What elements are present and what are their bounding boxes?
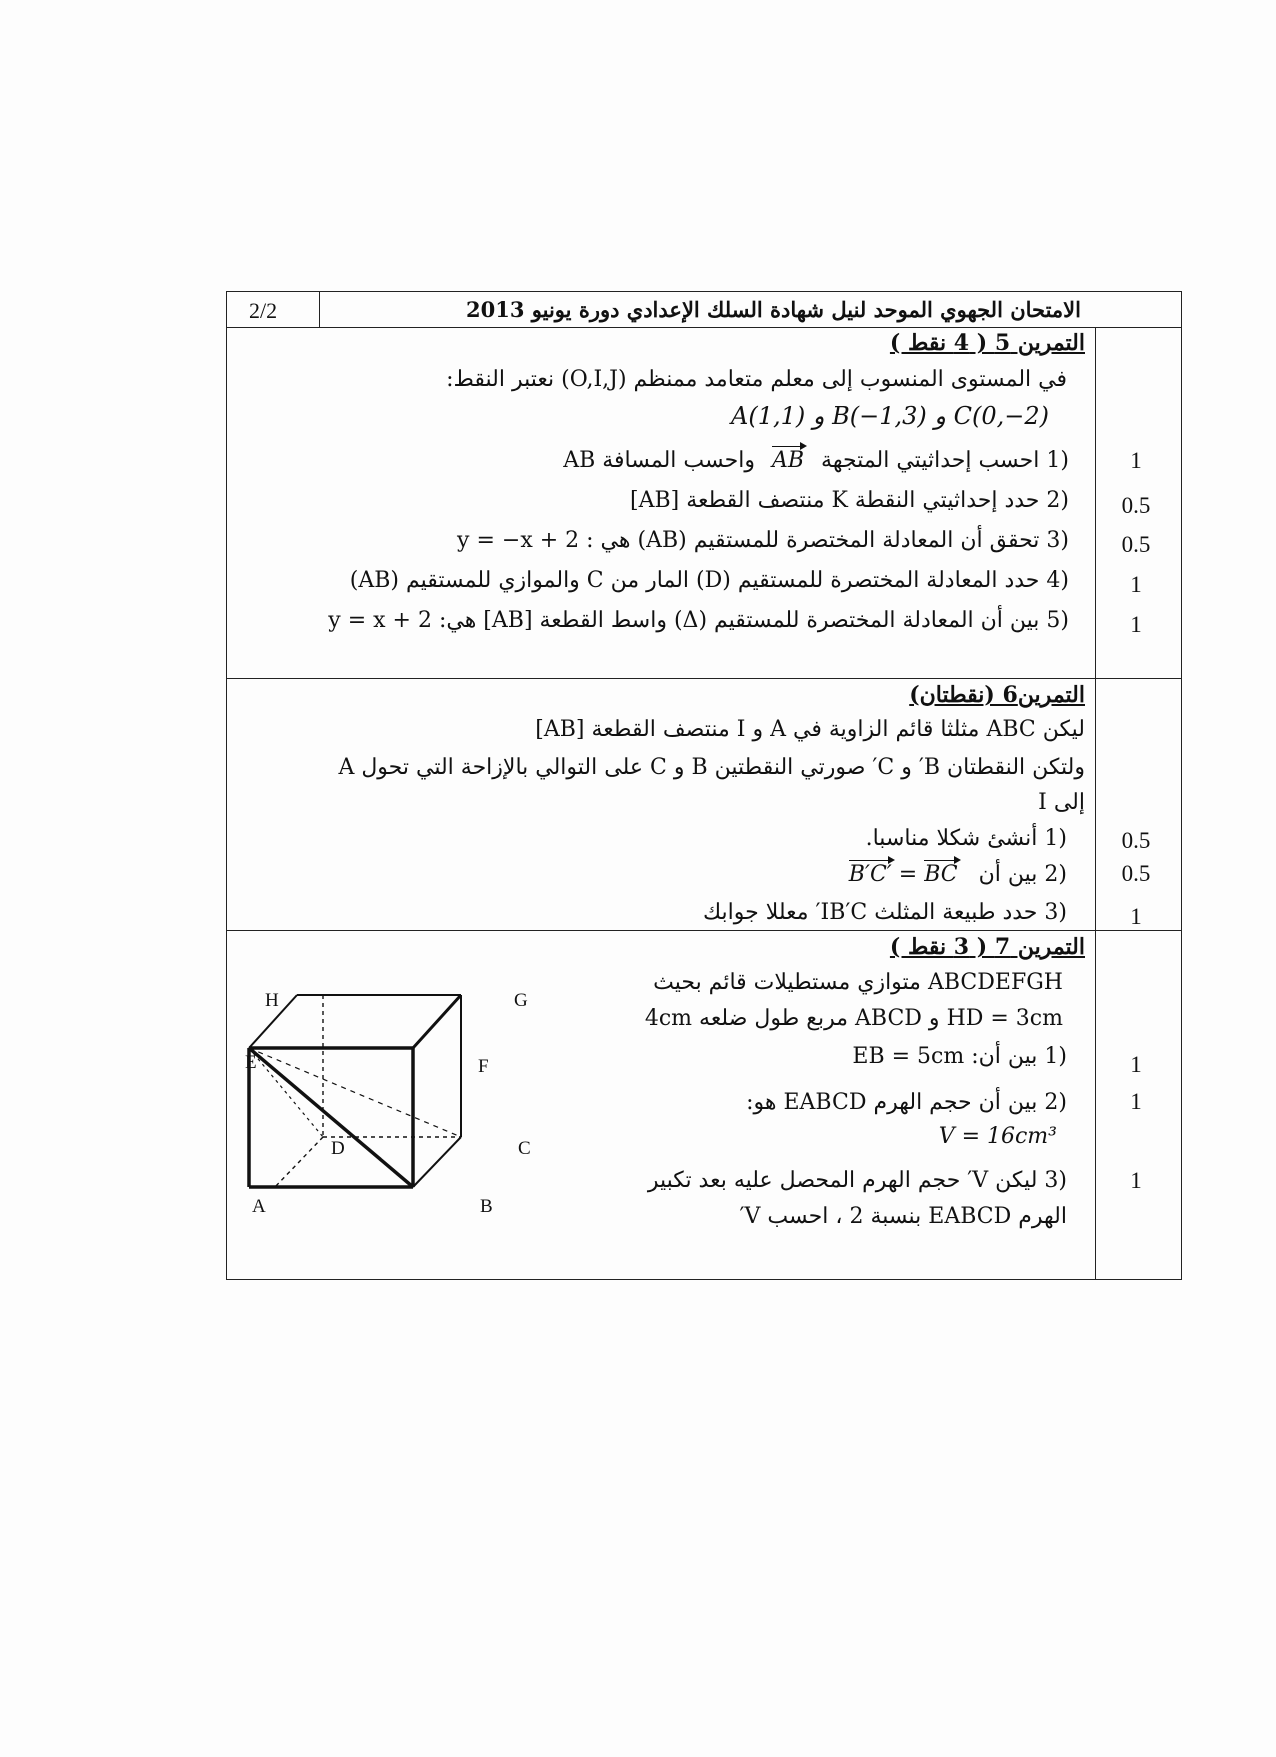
exam-sheet (226, 291, 1182, 1280)
ex7-volume: V = 16cm³ (938, 1124, 1057, 1149)
item-number: (3 (1044, 900, 1067, 925)
item-number: (1 (1044, 1044, 1067, 1069)
page-number: 2/2 (249, 298, 278, 323)
edge-da (275, 1137, 323, 1187)
ex5-score-1: 1 (1130, 448, 1142, 473)
item-text: ليكن V′ حجم الهرم المحصل عليه بعد تكبير (647, 1168, 1038, 1193)
label-d: D (331, 1138, 345, 1159)
ex5-item-1 (563, 450, 1069, 472)
edge-gf (413, 995, 461, 1048)
ex6-line-1: ليكن ABC مثلثا قائم الزاوية في A و I منتصف القطعة [AB] (535, 717, 1085, 742)
ex6-line-2: ولتكن النقطتان B′ و C′ صورتي النقطتين B و C على التوالي بالإزاحة التي تحول A (338, 755, 1085, 780)
exam-title: الامتحان الجهوي الموحد لنيل شهادة السلك الإعدادي دورة يونيو 2013 (466, 297, 1081, 322)
score-column-divider (1095, 327, 1096, 1279)
item-number: (1 (1046, 448, 1069, 473)
item-number: (1 (1044, 826, 1067, 851)
label-c: C (518, 1138, 531, 1159)
item-text: احسب إحداثيتي المتجهة (821, 448, 1040, 473)
label-e: E (245, 1052, 257, 1073)
ex6-title: التمرين6 (نقطتان) (909, 682, 1085, 708)
edge-ec (249, 1048, 461, 1137)
ex7-score-2: 1 (1130, 1089, 1142, 1114)
item-text: بين أن المعادلة المختصرة للمستقيم (Δ) واسط القطعة [AB] هي: y = x + 2 (328, 608, 1040, 633)
label-f: F (478, 1056, 489, 1077)
item-text: أنشئ شكلا مناسبا. (865, 826, 1038, 851)
ex7-item-2 (746, 1092, 1067, 1114)
ex7-title: التمرين 7 ( 3 نقط ) (889, 934, 1085, 960)
edge-ed (249, 1048, 323, 1137)
ex6-line-3: إلى I (1038, 790, 1085, 815)
item-number: (4 (1046, 568, 1069, 593)
ex7-score-1: 1 (1130, 1052, 1142, 1077)
item-text: بين أن (978, 862, 1038, 887)
header-page-divider (319, 292, 320, 327)
label-h: H (265, 990, 279, 1011)
item-number: (5 (1046, 608, 1069, 633)
edge-eb (249, 1048, 413, 1187)
vector-ab: AB (771, 448, 805, 473)
label-g: G (514, 990, 528, 1011)
item-number: (2 (1044, 1090, 1067, 1115)
label-b: B (480, 1196, 493, 1217)
item-text: بين أن حجم الهرم EABCD هو: (746, 1090, 1038, 1115)
header-divider (227, 327, 1181, 328)
ex5-score-5: 1 (1130, 612, 1142, 637)
ex7-line-1: ABCDEFGH متوازي مستطيلات قائم بحيث (653, 970, 1063, 995)
ex7-score-3: 1 (1130, 1168, 1142, 1193)
item-text: حدد إحداثيتي النقطة K منتصف القطعة [AB] (629, 488, 1040, 513)
ex6-item-2 (849, 864, 1067, 886)
vector-equation (849, 862, 958, 887)
item-number: (3 (1044, 1168, 1067, 1193)
item-number: (2 (1044, 862, 1067, 887)
item-text: بين أن: EB = 5cm (852, 1044, 1038, 1069)
ex5-title: التمرين 5 ( 4 نقط ) (889, 330, 1085, 356)
ex5-item-2 (630, 490, 1069, 512)
item-number: (2 (1046, 488, 1069, 513)
item-text: حدد طبيعة المثلث IB′C′ معللا جوابك (703, 900, 1038, 925)
equals-sign: = (891, 862, 925, 887)
ex5-divider (227, 678, 1181, 679)
ex6-item-1 (866, 828, 1067, 850)
label-a: A (252, 1196, 266, 1217)
item-text: تحقق أن المعادلة المختصرة للمستقيم (AB) هي : y = −x + 2 (457, 528, 1040, 553)
ex7-item-3 (648, 1170, 1067, 1192)
ex5-score-4: 1 (1130, 572, 1142, 597)
ex7-item-3-cont: الهرم EABCD بنسبة 2 ، احسب V′ (739, 1204, 1067, 1229)
item-text: حدد المعادلة المختصرة للمستقيم (D) المار من C والموازي للمستقيم (AB) (349, 568, 1040, 593)
ex6-score-1: 0.5 (1121, 828, 1151, 853)
edge-cb (413, 1137, 461, 1187)
ex7-line-2: HD = 3cm و ABCD مربع طول ضلعه 4cm (644, 1006, 1063, 1031)
ex6-score-3: 1 (1130, 904, 1142, 929)
ex5-score-2: 0.5 (1121, 493, 1151, 518)
ex5-score-3: 0.5 (1121, 532, 1151, 557)
item-number: (3 (1046, 528, 1069, 553)
vector-bc-prime: B′C′ (848, 862, 892, 887)
ex5-intro: في المستوى المنسوب إلى معلم متعامد ممنظم (O,I,J) نعتبر النقط: (446, 367, 1067, 392)
ex5-points: C(0,−2) و B(−1,3) و A(1,1) (731, 402, 1049, 430)
vector-bc: BC (924, 862, 958, 887)
ex5-item-4 (350, 570, 1069, 592)
ex5-item-3 (457, 530, 1069, 552)
ex6-item-3 (703, 902, 1067, 924)
ex5-item-5 (328, 610, 1069, 632)
ex6-score-2: 0.5 (1121, 861, 1151, 886)
item-tail: واحسب المسافة AB (563, 448, 755, 473)
ex6-divider (227, 930, 1181, 931)
ex7-item-1 (852, 1046, 1067, 1068)
